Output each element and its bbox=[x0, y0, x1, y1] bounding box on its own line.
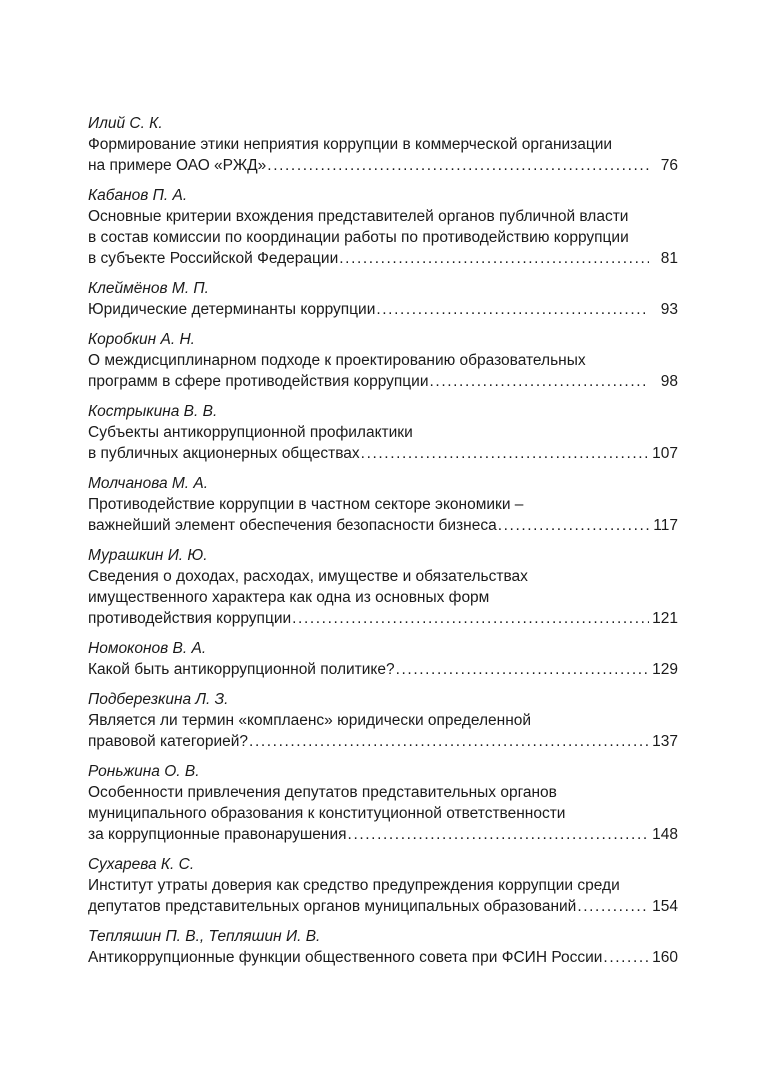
toc-entry bbox=[88, 329, 678, 392]
toc-title-line: Основные критерии вхождения представителей органов публичной власти bbox=[88, 208, 629, 225]
toc-author: Роньжина О. В. bbox=[88, 763, 200, 780]
toc-author: Коробкин А. Н. bbox=[88, 331, 195, 348]
toc-page-number: 76 bbox=[660, 157, 678, 174]
toc-title-line: О междисциплинарном подходе к проектированию образовательных bbox=[88, 352, 586, 369]
toc-title-line-last bbox=[88, 371, 678, 392]
toc-author: Мурашкин И. Ю. bbox=[88, 547, 208, 564]
toc-entry bbox=[88, 401, 678, 464]
dot-leader bbox=[267, 155, 649, 176]
dot-leader bbox=[396, 659, 649, 680]
toc-author: Тепляшин П. В., Тепляшин И. В. bbox=[88, 928, 321, 945]
toc-title-line-last bbox=[88, 299, 678, 320]
toc-title-text: в субъекте Российской Федерации bbox=[88, 250, 339, 267]
toc-title-text: правовой категорией? bbox=[88, 733, 249, 750]
toc-page-number: 160 bbox=[652, 949, 678, 966]
toc-title-text: Какой быть антикоррупционной политике? bbox=[88, 661, 395, 678]
toc-title-line-last bbox=[88, 896, 678, 917]
toc-title-line: Особенности привлечения депутатов представительных органов bbox=[88, 784, 557, 801]
toc-title-line-last bbox=[88, 824, 678, 845]
dot-leader bbox=[348, 824, 649, 845]
toc-page-number: 129 bbox=[652, 661, 678, 678]
dot-leader bbox=[376, 299, 649, 320]
toc-title-line: имущественного характера как одна из основных форм bbox=[88, 589, 490, 606]
toc-page-number: 107 bbox=[652, 445, 678, 462]
toc-page-number: 117 bbox=[653, 517, 678, 534]
toc-page-number: 81 bbox=[660, 250, 678, 267]
toc-title-line-last bbox=[88, 608, 678, 629]
toc-page-number: 121 bbox=[652, 610, 678, 627]
toc-title-line-last bbox=[88, 731, 678, 752]
toc-entry bbox=[88, 185, 678, 269]
toc-title-line-last bbox=[88, 155, 678, 176]
toc-title-text: важнейший элемент обеспечения безопасности бизнеса bbox=[88, 517, 497, 534]
dot-leader bbox=[292, 608, 649, 629]
toc-author: Кострыкина В. В. bbox=[88, 403, 218, 420]
dot-leader bbox=[430, 371, 650, 392]
toc-page-number: 137 bbox=[652, 733, 678, 750]
toc-page-number: 154 bbox=[652, 898, 678, 915]
toc-title-line: в состав комиссии по координации работы по противодействию коррупции bbox=[88, 229, 629, 246]
toc-page-number: 148 bbox=[652, 826, 678, 843]
dot-leader bbox=[361, 443, 649, 464]
toc-title-text: противодействия коррупции bbox=[88, 610, 292, 627]
toc-title-line-last bbox=[88, 248, 678, 269]
toc-author: Илий С. К. bbox=[88, 115, 163, 132]
toc-title-text: программ в сфере противодействия коррупции bbox=[88, 373, 429, 390]
toc-entry bbox=[88, 926, 678, 968]
toc-entry bbox=[88, 638, 678, 680]
dot-leader bbox=[339, 248, 649, 269]
toc-entry bbox=[88, 545, 678, 629]
toc-author: Молчанова М. А. bbox=[88, 475, 209, 492]
dot-leader bbox=[498, 515, 649, 536]
toc-title-line: Противодействие коррупции в частном секторе экономики – bbox=[88, 496, 524, 513]
toc-title-text: Антикоррупционные функции общественного совета при ФСИН России bbox=[88, 949, 603, 966]
toc-title-text: депутатов представительных органов муниципальных образований bbox=[88, 898, 577, 915]
dot-leader bbox=[249, 731, 649, 752]
toc-title-line-last bbox=[88, 515, 678, 536]
toc-entry bbox=[88, 761, 678, 845]
toc-title-line-last bbox=[88, 443, 678, 464]
toc-author: Подберезкина Л. З. bbox=[88, 691, 229, 708]
toc-author: Кабанов П. А. bbox=[88, 187, 188, 204]
toc-title-line: Формирование этики неприятия коррупции в коммерческой организации bbox=[88, 136, 613, 153]
toc-author: Клеймёнов М. П. bbox=[88, 280, 209, 297]
toc-title-text: в публичных акционерных обществах bbox=[88, 445, 360, 462]
toc-title-line: Субъекты антикоррупционной профилактики bbox=[88, 424, 413, 441]
toc-title-text: Юридические детерминанты коррупции bbox=[88, 301, 376, 318]
toc-entry bbox=[88, 473, 678, 536]
toc-title-text: за коррупционные правонарушения bbox=[88, 826, 347, 843]
dot-leader bbox=[577, 896, 649, 917]
toc-entry bbox=[88, 854, 678, 917]
toc-title-line: Является ли термин «комплаенс» юридически определенной bbox=[88, 712, 532, 729]
toc-title-line-last bbox=[88, 947, 678, 968]
toc-title-line-last bbox=[88, 659, 678, 680]
toc-title-line: Институт утраты доверия как средство предупреждения коррупции среди bbox=[88, 877, 620, 894]
toc-title-line: Сведения о доходах, расходах, имуществе и обязательствах bbox=[88, 568, 528, 585]
toc-title-line: муниципального образования к конституционной ответственности bbox=[88, 805, 566, 822]
toc-entry bbox=[88, 278, 678, 320]
toc-page-number: 93 bbox=[660, 301, 678, 318]
toc-author: Сухарева К. С. bbox=[88, 856, 195, 873]
toc-page-number: 98 bbox=[660, 373, 678, 390]
toc-entry bbox=[88, 689, 678, 752]
toc-entry bbox=[88, 113, 678, 176]
table-of-contents bbox=[88, 113, 678, 968]
dot-leader bbox=[603, 947, 649, 968]
toc-author: Номоконов В. А. bbox=[88, 640, 207, 657]
toc-title-text: на примере ОАО «РЖД» bbox=[88, 157, 267, 174]
